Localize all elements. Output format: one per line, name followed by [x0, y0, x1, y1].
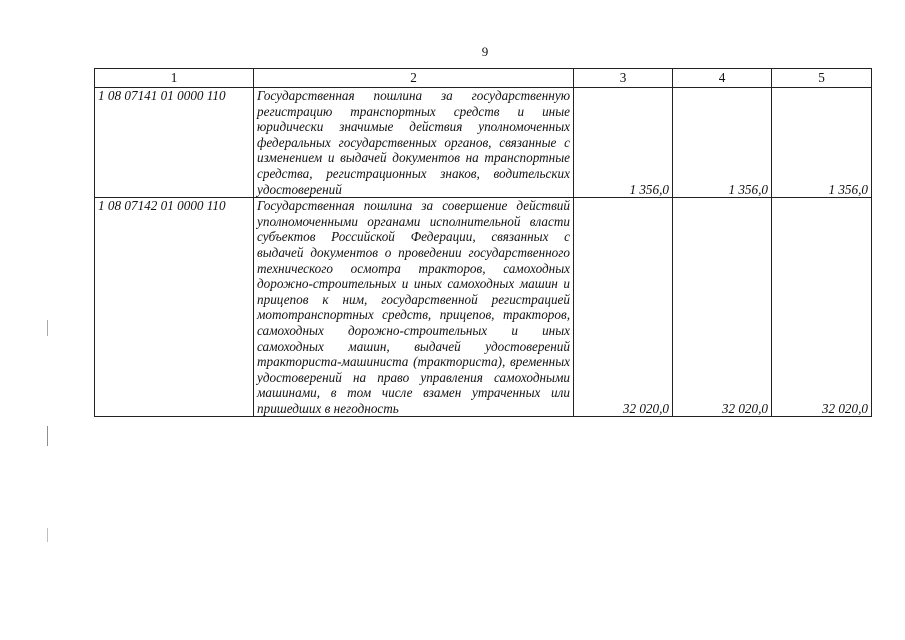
scan-mark: [47, 528, 48, 542]
budget-table: [94, 68, 872, 417]
column-header-1: 1: [95, 69, 254, 88]
scan-mark: [47, 320, 48, 336]
income-name-cell: Государственная пошлина за совершение действий уполномоченными органами исполнительной власти субъектов Российской Федерации, связанных с выдачей документов о проведении государственного технического осмотра тракторов, самоходных дорожно-строительных и иных самоходных машин и прицепов к ним, государственной регистрацией мототранспортных средств, прицепов, тракторов, самоходных дорожно-строительных и иных самоходных машин, выдачей удостоверений тракториста-машиниста (тракториста), временных удостоверений на право управления самоходными машинами, в том числе взамен утраченных или пришедших в негодность: [254, 198, 574, 417]
scan-mark: [47, 426, 48, 446]
column-header-5: 5: [772, 69, 872, 88]
column-header-3: 3: [574, 69, 673, 88]
amount-col3-cell: 1 356,0: [574, 88, 673, 198]
amount-col4-cell: 1 356,0: [673, 88, 772, 198]
column-header-4: 4: [673, 69, 772, 88]
table-row: [95, 88, 872, 198]
income-name-cell: Государственная пошлина за государственную регистрацию транспортных средств и иные юридически значимые действия уполномоченных федеральных государственных органов, связанные с изменением и выдачей документов на транспортные средства, регистрационных знаков, водительских удостоверений: [254, 88, 574, 198]
amount-col3-cell: 32 020,0: [574, 198, 673, 417]
amount-col5-cell: 32 020,0: [772, 198, 872, 417]
amount-col5-cell: 1 356,0: [772, 88, 872, 198]
amount-col4-cell: 32 020,0: [673, 198, 772, 417]
budget-code-cell: 1 08 07142 01 0000 110: [95, 198, 254, 417]
column-header-2: 2: [254, 69, 574, 88]
table-row: [95, 198, 872, 417]
budget-code-cell: 1 08 07141 01 0000 110: [95, 88, 254, 198]
table-header-row: [95, 69, 872, 88]
page-number: 9: [481, 44, 489, 59]
